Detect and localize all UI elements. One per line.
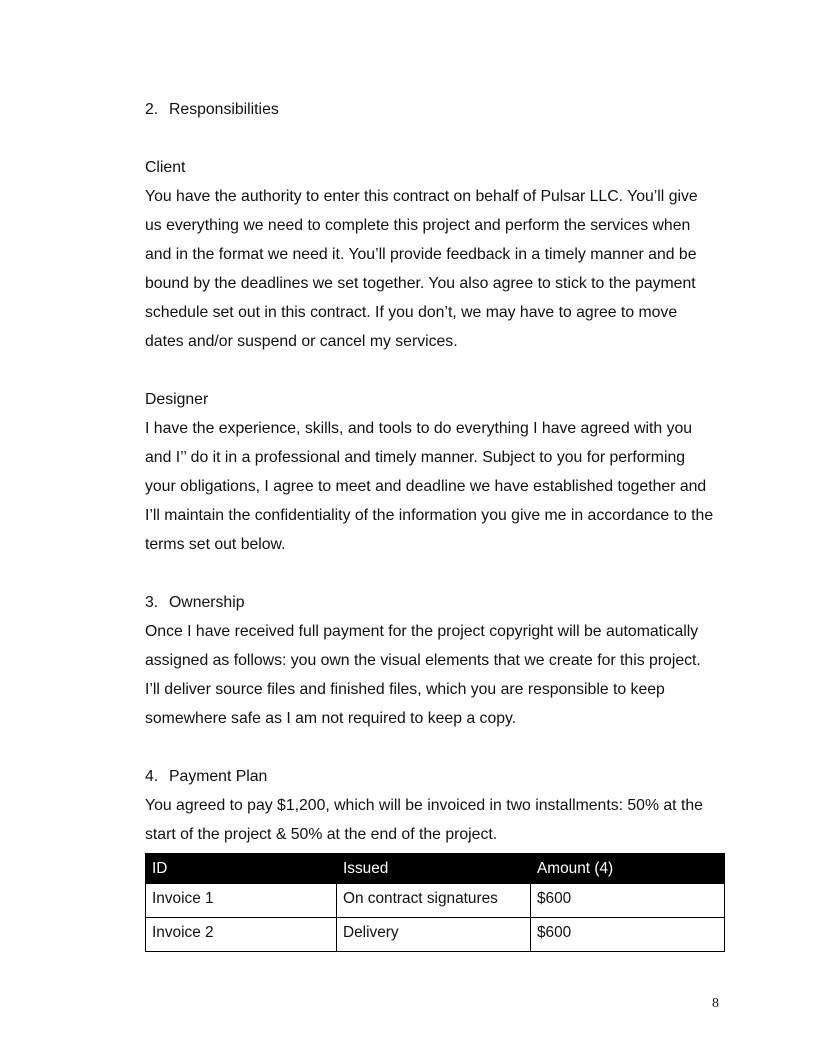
section-number: 4. xyxy=(145,768,159,785)
section-title: Responsibilities xyxy=(169,101,279,118)
table-row xyxy=(146,884,725,918)
section-heading-ownership xyxy=(145,588,735,617)
section-title: Ownership xyxy=(169,594,245,611)
cell-amount: $600 xyxy=(531,918,725,952)
paragraph-line: start of the project & 50% at the end of the project. xyxy=(145,826,498,843)
payment-table xyxy=(145,853,725,952)
paragraph-line: your obligations, I agree to meet and deadline we have established together and xyxy=(145,478,707,495)
table-header-row xyxy=(146,854,725,884)
section-heading-payment-plan xyxy=(145,762,735,791)
ownership-paragraph xyxy=(145,617,735,733)
paragraph-line: You agreed to pay $1,200, which will be invoiced in two installments: 50% at the xyxy=(145,797,703,814)
section-number: 3. xyxy=(145,594,159,611)
cell-id: Invoice 2 xyxy=(146,918,337,952)
cell-issued: Delivery xyxy=(337,918,531,952)
paragraph-line: You have the authority to enter this contract on behalf of Pulsar LLC. You’ll give xyxy=(145,188,698,205)
column-header-id: ID xyxy=(146,854,337,884)
paragraph-line: and I’’ do it in a professional and timely manner. Subject to you for performing xyxy=(145,449,686,466)
paragraph-line: dates and/or suspend or cancel my services. xyxy=(145,333,458,350)
paragraph-line: terms set out below. xyxy=(145,536,286,553)
cell-id: Invoice 1 xyxy=(146,884,337,918)
subheading-client: Client xyxy=(145,159,186,176)
paragraph-line: I’ll maintain the confidentiality of the information you give me in accordance to the xyxy=(145,507,714,524)
section-number: 2. xyxy=(145,101,159,118)
column-header-amount: Amount (4) xyxy=(531,854,725,884)
paragraph-line: schedule set out in this contract. If you don’t, we may have to agree to move xyxy=(145,304,678,321)
paragraph-line: I have the experience, skills, and tools to do everything I have agreed with you xyxy=(145,420,693,437)
cell-amount: $600 xyxy=(531,884,725,918)
column-header-issued: Issued xyxy=(337,854,531,884)
paragraph-line: assigned as follows: you own the visual elements that we create for this project. xyxy=(145,652,701,669)
client-paragraph xyxy=(145,182,735,356)
section-title: Payment Plan xyxy=(169,768,268,785)
paragraph-line: bound by the deadlines we set together. You also agree to stick to the payment xyxy=(145,275,696,292)
document-body xyxy=(145,95,735,952)
subheading-designer: Designer xyxy=(145,391,209,408)
table-row xyxy=(146,918,725,952)
designer-paragraph xyxy=(145,414,735,559)
payment-paragraph xyxy=(145,791,735,849)
cell-issued: On contract signatures xyxy=(337,884,531,918)
paragraph-line: somewhere safe as I am not required to keep a copy. xyxy=(145,710,517,727)
paragraph-line: us everything we need to complete this project and perform the services when xyxy=(145,217,691,234)
section-heading-responsibilities xyxy=(145,95,735,124)
paragraph-line: Once I have received full payment for the project copyright will be automatically xyxy=(145,623,699,640)
paragraph-line: I’ll deliver source files and finished files, which you are responsible to keep xyxy=(145,681,665,698)
paragraph-line: and in the format we need it. You’ll provide feedback in a timely manner and be xyxy=(145,246,697,263)
page-number: 8 xyxy=(712,996,719,1011)
